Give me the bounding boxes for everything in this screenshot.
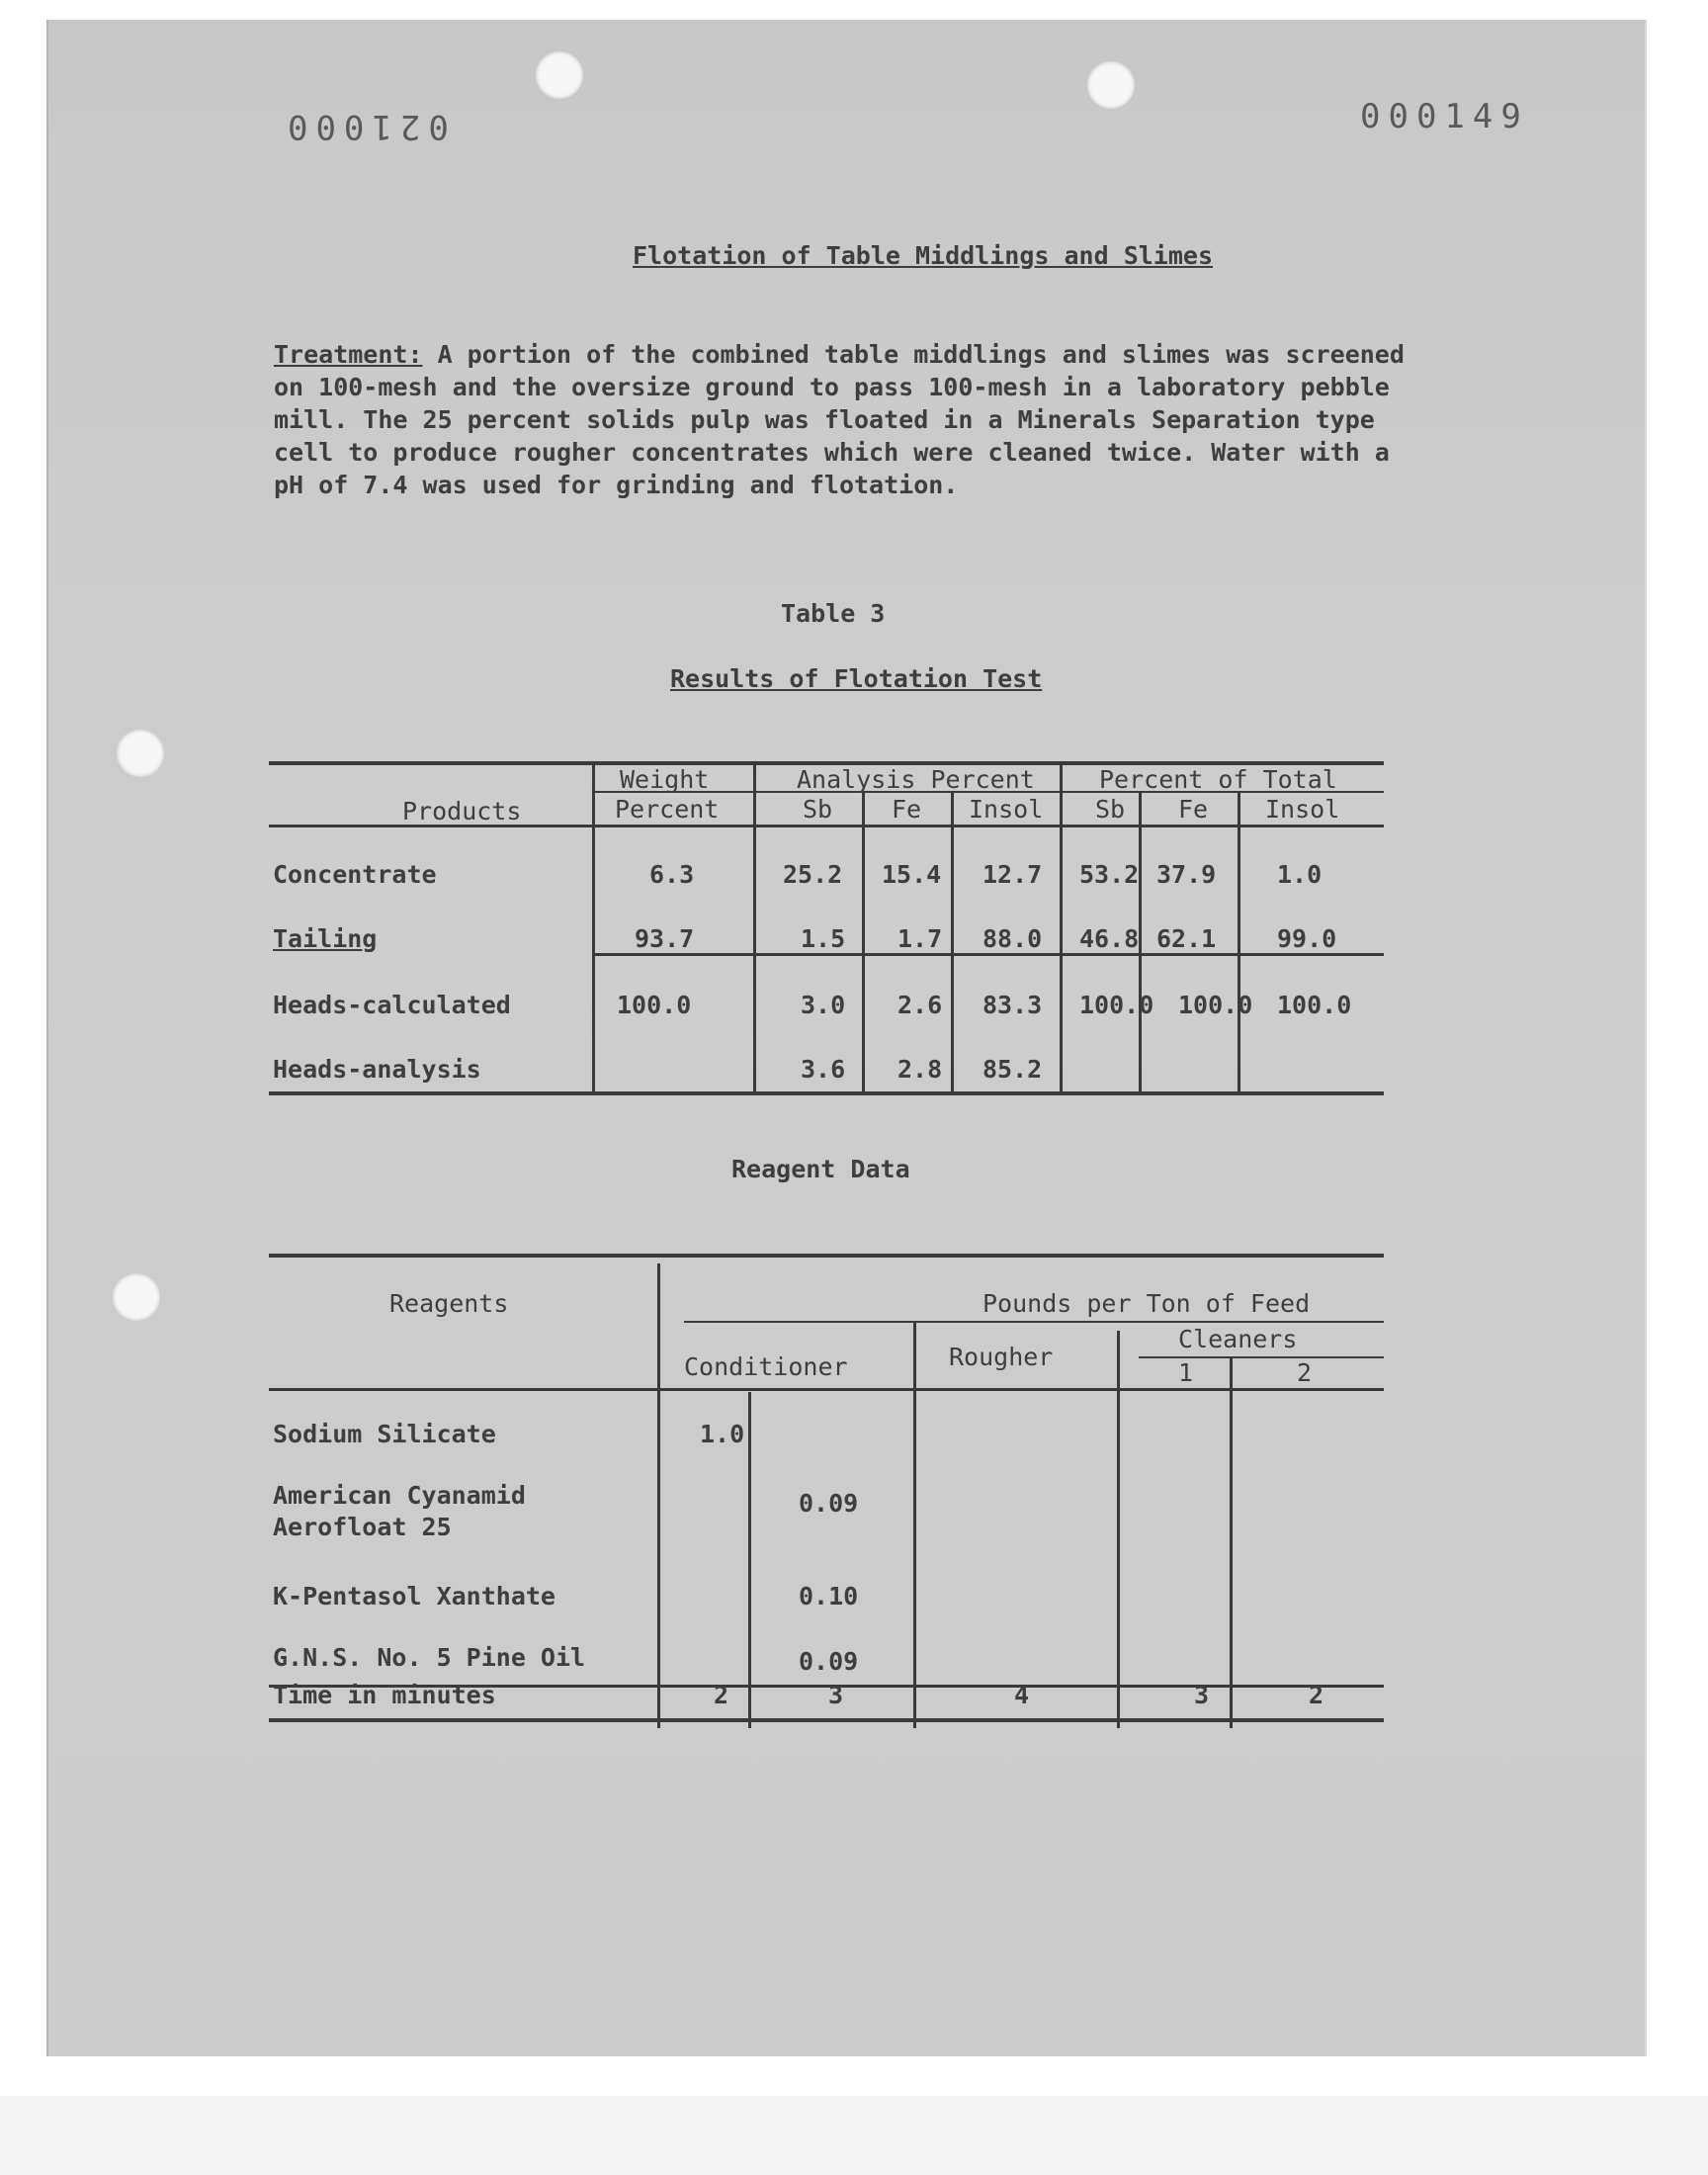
row-analysis-insol: 85.2 (982, 1055, 1043, 1084)
row-total-fe: 62.1 (1156, 924, 1217, 953)
punch-hole (117, 730, 164, 777)
scan-margin (0, 2096, 1708, 2175)
time-conditioner-2: 3 (828, 1681, 844, 1709)
row-analysis-sb: 1.5 (801, 924, 846, 953)
header-weight: Weight (620, 765, 710, 794)
row-total-fe: 37.9 (1156, 860, 1217, 889)
treatment-text: A portion of the combined table middlings and slimes was screened on 100-mesh and the oversize ground to pass 100-mesh in a laboratory pebble mill. The 25 percent solids pulp was floated in a Minerals Separation type cell to produce rougher concentrates which were cleaned twice. Water with a pH of 7.4 was used for grinding and flotation. (274, 340, 1405, 499)
header-cleaner-2: 2 (1297, 1358, 1313, 1387)
reagent-data-title: Reagent Data (731, 1155, 910, 1183)
row-total-fe: 100.0 (1178, 991, 1253, 1019)
results-table-title: Results of Flotation Test (670, 664, 1043, 693)
reagent-conditioner-2: 0.09 (799, 1489, 859, 1518)
header-weight-percent: Percent (615, 795, 720, 824)
header-cleaners: Cleaners (1178, 1325, 1298, 1353)
header-reagents: Reagents (389, 1289, 509, 1318)
row-product: Heads-analysis (273, 1055, 481, 1084)
treatment-paragraph (274, 338, 1420, 501)
reagent-conditioner-2: 0.09 (799, 1647, 859, 1676)
row-total-sb: 100.0 (1079, 991, 1154, 1019)
row-product: Concentrate (273, 860, 437, 889)
header-conditioner: Conditioner (684, 1352, 848, 1381)
treatment-label: Treatment: (274, 340, 423, 369)
punch-hole (1087, 61, 1135, 109)
header-rougher: Rougher (949, 1343, 1054, 1371)
table-number: Table 3 (781, 599, 886, 628)
header-analysis-fe: Fe (892, 795, 922, 824)
header-total-sb: Sb (1095, 795, 1126, 824)
row-analysis-insol: 83.3 (982, 991, 1043, 1019)
row-analysis-insol: 88.0 (982, 924, 1043, 953)
row-product: Tailing (273, 924, 378, 953)
row-total-sb: 53.2 (1079, 860, 1140, 889)
punch-hole (536, 51, 583, 99)
row-analysis-fe: 15.4 (882, 860, 942, 889)
header-total-fe: Fe (1178, 795, 1209, 824)
row-analysis-fe: 1.7 (897, 924, 943, 953)
header-cleaner-1: 1 (1178, 1358, 1194, 1387)
row-weight: 6.3 (649, 860, 695, 889)
header-analysis-sb: Sb (803, 795, 833, 824)
page-number-stamp: 000149 (1360, 97, 1529, 136)
punch-hole (113, 1273, 160, 1321)
header-analysis-percent: Analysis Percent (797, 765, 1035, 794)
reagent-table (269, 1254, 1384, 1728)
header-products: Products (402, 797, 522, 826)
reagent-conditioner-1: 1.0 (700, 1420, 745, 1448)
reagent-name: American Cyanamid (273, 1481, 526, 1510)
reagent-name: G.N.S. No. 5 Pine Oil (273, 1643, 586, 1672)
header-total-insol: Insol (1265, 795, 1340, 824)
header-pounds-per-ton: Pounds per Ton of Feed (982, 1289, 1311, 1318)
reagent-name: K-Pentasol Xanthate (273, 1582, 555, 1610)
document-title: Flotation of Table Middlings and Slimes (633, 241, 1213, 270)
row-total-insol: 100.0 (1277, 991, 1352, 1019)
row-total-insol: 99.0 (1277, 924, 1337, 953)
time-conditioner-1: 2 (714, 1681, 729, 1709)
row-analysis-insol: 12.7 (982, 860, 1043, 889)
time-label: Time in minutes (273, 1681, 496, 1709)
header-analysis-insol: Insol (969, 795, 1044, 824)
header-percent-of-total: Percent of Total (1099, 765, 1337, 794)
time-cleaner-1: 3 (1194, 1681, 1210, 1709)
row-weight: 93.7 (635, 924, 695, 953)
results-table (269, 761, 1384, 1095)
reagent-name-line2: Aerofloat 25 (273, 1513, 452, 1541)
time-cleaner-2: 2 (1309, 1681, 1324, 1709)
reagent-name: Sodium Silicate (273, 1420, 496, 1448)
document-number-stamp: 021000 (280, 107, 449, 146)
row-analysis-fe: 2.6 (897, 991, 943, 1019)
row-analysis-sb: 3.0 (801, 991, 846, 1019)
row-total-insol: 1.0 (1277, 860, 1323, 889)
row-analysis-sb: 3.6 (801, 1055, 846, 1084)
row-total-sb: 46.8 (1079, 924, 1140, 953)
time-rougher: 4 (1014, 1681, 1030, 1709)
row-weight: 100.0 (617, 991, 692, 1019)
row-analysis-sb: 25.2 (783, 860, 843, 889)
row-analysis-fe: 2.8 (897, 1055, 943, 1084)
reagent-conditioner-2: 0.10 (799, 1582, 859, 1610)
row-product: Heads-calculated (273, 991, 511, 1019)
